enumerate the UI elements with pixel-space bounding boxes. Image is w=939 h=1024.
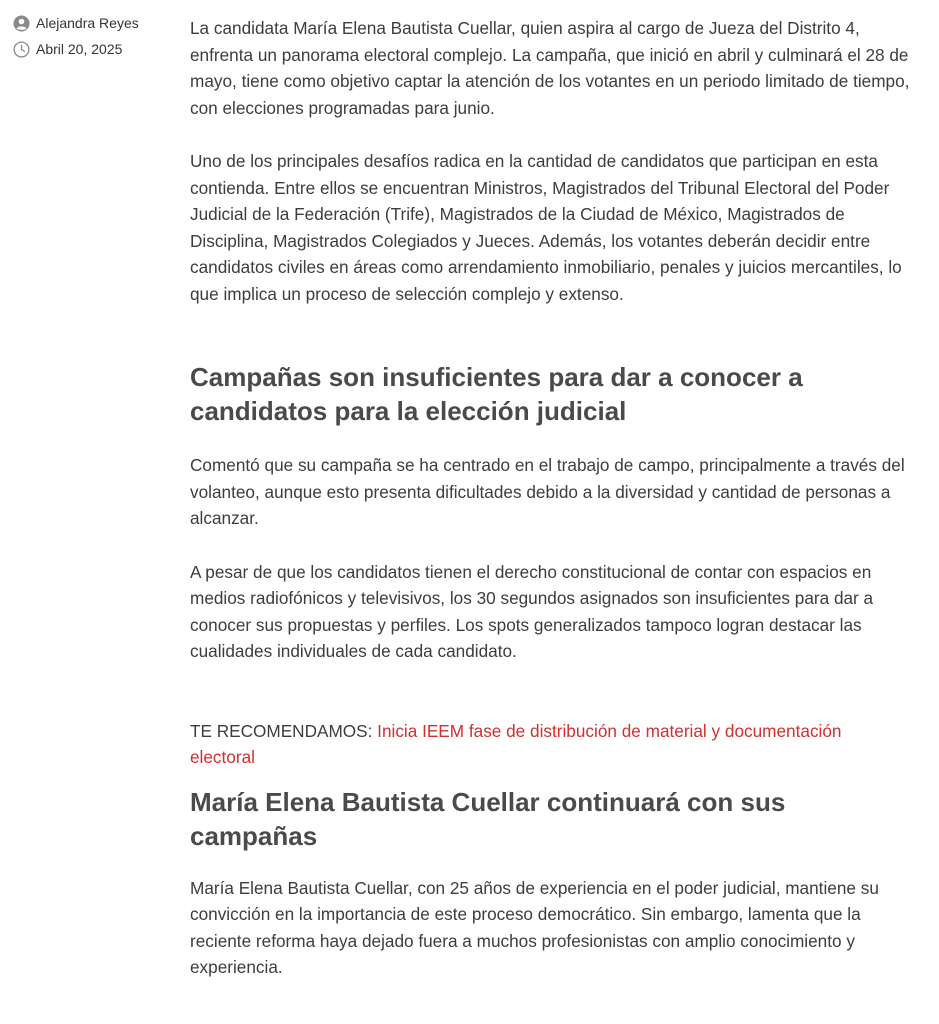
- article-paragraph: A pesar de que los candidatos tienen el derecho constitucional de contar con espacios en medios radiofónicos y televisivos, los 30 segundos asignados son insuficientes para dar a conocer sus propuestas y perfiles. Los spots generalizados tampoco logran destacar las cualidades individuales de cada candidato.: [190, 561, 874, 661]
- article-paragraph: La candidata María Elena Bautista Cuellar, quien aspira al cargo de Jueza del Distrito 4, enfrenta un panorama electoral complejo. La campaña, que inició en abril y culminará el 28 de mayo, tiene como objetivo captar la atención de los votantes en un periodo limitado de tiempo, con elecciones programadas para junio.: [190, 18, 910, 118]
- date-row: [12, 38, 172, 60]
- article-body: [190, 12, 910, 981]
- article-paragraph: Uno de los principales desafíos radica en la cantidad de candidatos que participan en esta contienda. Entre ellos se encuentran Ministros, Magistrados del Tribunal Electoral del Poder Judicial de la Federación (Trife), Magistrados de la Ciudad de México, Magistrados de Disciplina, Magistrados Colegiados y Jueces. Además, los votantes deberán decidir entre candidatos civiles en áreas como arrendamiento inmobiliario, penales y juicios mercantiles, lo que implica un proceso de selección complejo y extenso.: [190, 151, 902, 304]
- user-circle-icon: [12, 14, 30, 32]
- recommendation: [190, 718, 910, 771]
- recommendation-link[interactable]: Inicia IEEM fase de distribución de material y documentación electoral: [190, 720, 842, 767]
- article-paragraph: Comentó que su campaña se ha centrado en el trabajo de campo, principalmente a través del volanteo, aunque esto presenta dificultades debido a la diversidad y cantidad de personas a alcanzar.: [190, 455, 905, 528]
- section-heading: Campañas son insuficientes para dar a conocer a candidatos para la elección judicial: [190, 362, 803, 426]
- author-name[interactable]: Alejandra Reyes: [36, 15, 139, 31]
- article-meta: [12, 12, 172, 64]
- clock-icon: [12, 40, 30, 58]
- article-paragraph: María Elena Bautista Cuellar, con 25 años de experiencia en el poder judicial, mantiene su convicción en la importancia de este proceso democrático. Sin embargo, lamenta que la reciente reforma haya dejado fuera a muchos profesionistas con amplio conocimiento y experiencia.: [190, 877, 879, 977]
- publish-date: Abril 20, 2025: [36, 41, 123, 57]
- section-heading: María Elena Bautista Cuellar continuará con sus campañas: [190, 786, 786, 851]
- recommendation-label: TE RECOMENDAMOS:: [190, 720, 378, 741]
- author-row[interactable]: [12, 12, 172, 34]
